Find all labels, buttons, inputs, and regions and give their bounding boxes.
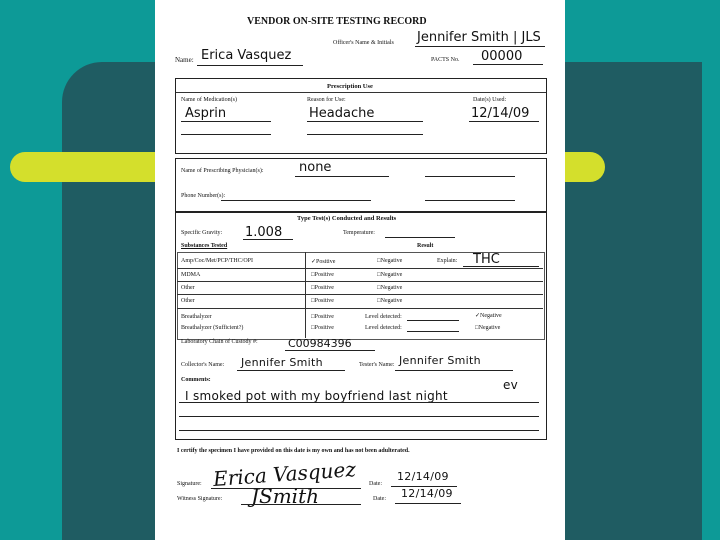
collector-value: Jennifer Smith [241,356,323,369]
officer-label: Officer's Name & Initials [333,40,394,46]
tester-underline [395,370,513,371]
tests-heading: Type Test(s) Conducted and Results [297,215,397,222]
collector-label: Collector's Name: [181,362,225,368]
comments-line [179,416,539,417]
name-underline [197,65,303,66]
specific-gravity-underline [243,239,293,240]
physician-box [175,158,547,212]
positive-cell: □Positive [311,285,334,291]
physician-underline [295,176,389,177]
positive-cell: ✓Positive [311,259,336,265]
signature-date-label: Date: [369,481,382,487]
substance-cell: MDMA [181,272,201,278]
pacts-label: PACTS No. [431,57,460,63]
breath-level-label-2: Level detected: [365,325,402,331]
temperature-label: Temperature: [343,230,375,236]
results-grid-row [177,294,543,295]
pacts-underline [473,64,543,65]
medication-underline-2 [181,134,271,135]
comments-label: Comments: [181,377,211,383]
witness-date-value: 12/14/09 [401,487,453,500]
substances-header: Substances Tested [181,243,228,249]
prescription-divider [176,92,546,93]
specific-gravity-label: Specific Gravity: [181,230,223,236]
results-grid [177,252,545,340]
explain-label: Explain: [437,258,458,264]
temperature-underline [385,237,455,238]
physician-value: none [299,160,332,175]
witness-date-label: Date: [373,496,386,502]
witness-underline [241,504,361,505]
tester-value: Jennifer Smith [399,354,481,367]
negative-cell: □Negative [377,258,403,264]
chain-label: Laboratory Chain of Custody #: [181,339,258,345]
negative-cell: □Negative [377,285,403,291]
document-title: VENDOR ON-SITE TESTING RECORD [247,16,427,27]
explain-value: THC [473,252,500,267]
result-header: Result [417,243,434,249]
officer-value: Jennifer Smith | JLS [417,30,541,45]
comments-value: I smoked pot with my boyfriend last night [185,389,448,403]
name-label: Name: [175,56,194,64]
specific-gravity-value: 1.008 [245,225,283,240]
witness-label: Witness Signature: [177,496,223,502]
comments-line [179,430,539,431]
physician-underline-2 [425,176,515,177]
positive-cell: □Positive [311,298,334,304]
date-used-label: Date(s) Used: [473,97,507,103]
results-grid-row [177,308,543,309]
reason-value: Headache [309,106,375,121]
chain-underline [285,350,375,351]
collector-underline [237,370,345,371]
positive-cell: □Positive [311,325,334,331]
reason-underline-2 [307,134,423,135]
results-grid-col [305,252,306,338]
physician-label: Name of Prescribing Physician(s): [181,168,264,174]
positive-cell: □Positive [311,272,334,278]
negative-cell: □Negative [377,298,403,304]
medication-underline [181,121,271,122]
reason-underline [307,121,423,122]
reason-label: Reason for Use: [307,97,346,103]
substance-cell: Other [181,285,195,291]
substance-cell: Amp/Coc/Met/PCP/THC/OPI [181,258,254,264]
results-grid-row [177,281,543,282]
officer-underline [415,46,545,47]
comments-initials: ev [503,378,519,392]
signature-label: Signature: [177,481,202,487]
negative-cell: ✓Negative [475,313,502,319]
name-value: Erica Vasquez [201,48,292,63]
breath-level-label: Level detected: [365,314,402,320]
tester-label: Tester's Name: [359,362,395,368]
witness-value: JSmith [251,484,319,508]
positive-cell: □Positive [311,314,334,320]
negative-cell: □Negative [377,272,403,278]
date-used-underline [469,121,539,122]
results-grid-row [177,268,543,269]
witness-date-underline [395,503,461,504]
medication-value: Asprin [185,106,227,121]
phone-underline [221,200,371,201]
phone-label: Phone Number(s): [181,193,226,199]
phone-underline-2 [425,200,515,201]
pacts-value: 00000 [481,49,523,64]
medication-label: Name of Medication(s) [181,97,237,103]
certify-text: I certify the specimen I have provided on this date is my own and has not been adulterated. [177,448,410,454]
prescription-heading: Prescription Use [327,83,373,90]
chain-value: C00984396 [288,337,352,350]
signature-value: Erica Vasquez [212,457,357,491]
substance-cell: Breathalyzer [181,314,212,320]
negative-cell: □Negative [475,325,501,331]
testing-record-document [155,0,565,540]
signature-date-value: 12/14/09 [397,470,449,483]
date-used-value: 12/14/09 [471,106,530,121]
substance-cell: Other [181,298,195,304]
comments-line [179,402,539,403]
substance-cell: Breathalyzer (Sufficient?) [181,325,244,331]
